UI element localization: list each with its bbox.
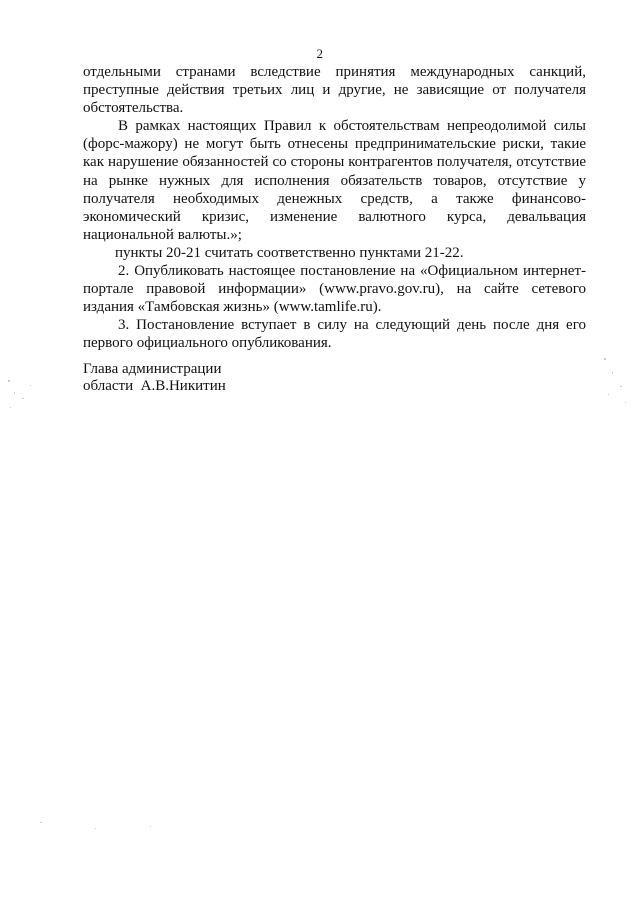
paragraph-continuation: отдельными странами вследствие принятия международных санкций, преступные действия третьих лиц и другие, не зависящие от получателя обстоятельства.: [83, 64, 586, 117]
paragraph-renumbering: пункты 20-21 считать соответственно пунктами 21-22.: [115, 244, 464, 261]
signature-name: области А.В.Никитин: [83, 378, 226, 394]
paragraph-force-majeure: В рамках настоящих Правил к обстоятельствам непреодолимой силы (форс-мажору) не могут быть отнесены предпринимательские риски, такие как нарушение обязанностей со стороны контрагентов получателя, отсутствие на рынке нужных для исполнения обязательств товаров, отсутствие у получателя необходимых денежных средств, а также финансово-экономический кризис, изменение валютного курса, девальвация национальной валюты.»;: [83, 118, 586, 243]
document-body: [83, 63, 586, 353]
signature-position: Глава администрации: [83, 361, 222, 377]
page-number: 2: [316, 46, 324, 61]
paragraph-publication: 2. Опубликовать настоящее постановление на «Официальном интернет-портале правовой информации» (www.pravo.gov.ru), на сайте сетевого издания «Тамбовская жизнь» (www.tamlife.ru).: [83, 263, 586, 316]
paragraph-effective-date: 3. Постановление вступает в силу на следующий день после дня его первого официального опубликования.: [83, 317, 586, 352]
signature-block: [83, 361, 226, 395]
